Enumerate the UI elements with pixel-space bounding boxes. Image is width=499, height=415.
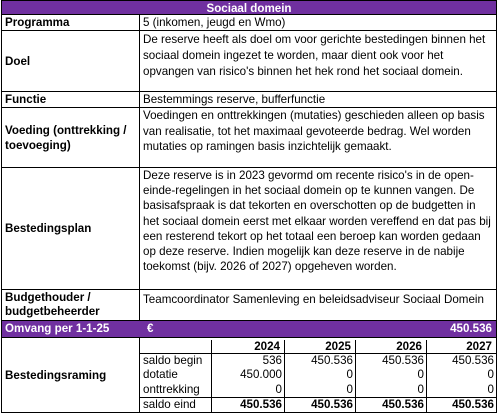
raming-cell-total: 450.536 (240, 398, 282, 411)
reserve-sheet (1, 0, 497, 413)
bestedingsplan-value: Deze reserve is in 2023 gevormd om recente risico's in de open-einde-regelingen in het sociaal domein op te kunnen vangen. De basisafspraak is dat tekorten en overschotten op de budgetten in het sociaal domein eerst met elkaar worden vereffend en dat pas bij een resterend tekort op het totaal een beroep kan worden gedaan op deze reserve. Indien mogelijk kan deze reserve in de nabije toekomst (bijv. 2026 of 2027) opgeheven worden. (139, 168, 497, 290)
budgethouder-value: Teamcoordinator Samenleving en beleidsadviseur Sociaal Domein (139, 290, 497, 321)
raming-cell: 450.000 (240, 368, 282, 381)
raming-cell: 0 (275, 383, 282, 396)
omvang-currency: € (147, 322, 154, 335)
voeding-label: Voeding (onttrekking / toevoeging) (1, 108, 139, 168)
year-2025: 2025 (284, 340, 355, 354)
omvang-label: Omvang per 1-1-25 (5, 322, 110, 335)
budgethouder-label: Budgethouder / budgetbeheerder (1, 290, 139, 321)
omvang-bar (1, 321, 497, 338)
functie-value: Bestemmings reserve, bufferfunctie (139, 92, 497, 108)
raming-cell: 0 (346, 368, 353, 381)
omvang-value: 450.536 (450, 322, 492, 335)
year-2024: 2024 (211, 340, 284, 354)
raming-cell: 0 (487, 383, 494, 396)
doel-label: Doel (1, 31, 139, 92)
raming-cell: 0 (417, 368, 424, 381)
raming-cell: 0 (346, 383, 353, 396)
raming-table (139, 338, 497, 413)
functie-label: Functie (1, 92, 139, 108)
year-2027: 2027 (426, 340, 496, 354)
sheet-title: Sociaal domein (1, 0, 497, 15)
raming-cell: 536 (262, 354, 282, 367)
raming-cell: 450.536 (311, 354, 353, 367)
voeding-value: Voedingen en onttrekkingen (mutaties) geschieden alleen op basis van realisatie, tot het maximaal gevoteerde bedrag. Wel worden mutaties op ramingen basis inzichtelijk gemaakt. (139, 108, 497, 168)
bestedingsplan-label: Bestedingsplan (1, 168, 139, 290)
raming-cell: 0 (417, 383, 424, 396)
programma-label: Programma (1, 15, 139, 31)
raming-cell: 450.536 (452, 354, 494, 367)
raming-cell-total: 450.536 (311, 398, 353, 411)
raming-line-label: saldo begin (143, 354, 203, 367)
raming-line-label: dotatie (143, 368, 178, 381)
programma-value: 5 (inkomen, jeugd en Wmo) (139, 15, 497, 31)
raming-cell-total: 450.536 (452, 398, 494, 411)
raming-label: Bestedingsraming (1, 338, 139, 413)
year-2026: 2026 (355, 340, 426, 354)
raming-line-label: saldo eind (143, 398, 196, 411)
doel-value: De reserve heeft als doel om voor gerichte bestedingen binnen het sociaal domein ingezet te worden, maar dient ook voor het opvangen van risico's binnen het hek rond het sociaal domein. (139, 31, 497, 92)
raming-cell: 450.536 (382, 354, 424, 367)
raming-cell: 0 (487, 368, 494, 381)
raming-cell-total: 450.536 (382, 398, 424, 411)
raming-line-label: onttrekking (143, 383, 200, 396)
